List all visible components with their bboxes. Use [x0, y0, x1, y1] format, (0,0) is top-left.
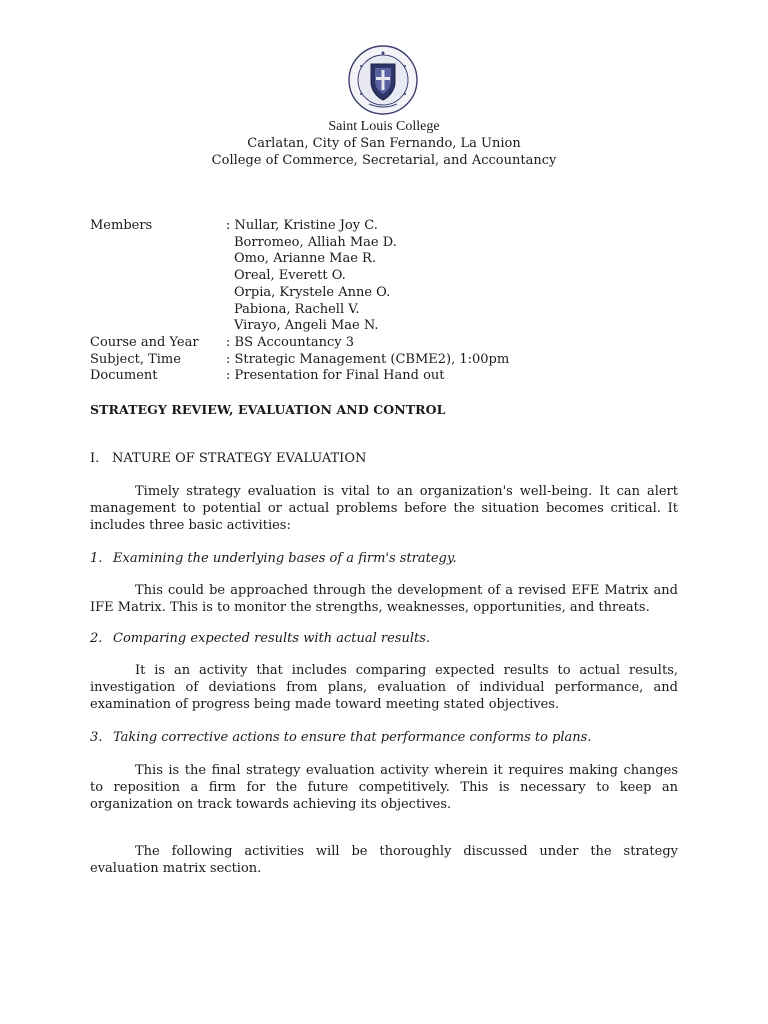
- intro-paragraph: [90, 484, 678, 534]
- institution-address: Carlatan, City of San Fernando, La Union: [247, 136, 521, 151]
- activity-text: This is the final strategy evaluation activity wherein it requires making changes to reposition a firm for the future competitively. This is necessary to keep an organization on track towards achieving its objectives.: [90, 763, 678, 812]
- activity-title: Examining the underlying bases of a firm's strategy.: [113, 551, 457, 566]
- closing-text: The following activities will be thoroughly discussed under the strategy evaluation matrix section.: [90, 844, 678, 876]
- activity-heading: [90, 730, 591, 745]
- activity-heading: [90, 551, 457, 566]
- activity-number: 3.: [90, 730, 103, 745]
- member-name: Omo, Arianne Mae R.: [234, 251, 376, 267]
- closing-paragraph: [90, 844, 678, 878]
- member-name: Orpia, Krystele Anne O.: [234, 284, 391, 300]
- course-row: [90, 335, 509, 352]
- activity-paragraph: [90, 583, 678, 617]
- section-title: NATURE OF STRATEGY EVALUATION: [112, 451, 367, 466]
- activity-heading: [90, 631, 430, 646]
- subject-row: [90, 352, 509, 369]
- document-value: : Presentation for Final Hand out: [226, 368, 445, 384]
- members-label: Members: [90, 218, 153, 233]
- course-label: Course and Year: [90, 334, 199, 350]
- section-number: I.: [90, 451, 100, 466]
- activity-title: Taking corrective actions to ensure that performance conforms to plans.: [113, 730, 592, 745]
- institution-name: Saint Louis College: [328, 119, 440, 134]
- member-name: Borromeo, Alliah Mae D.: [234, 234, 397, 250]
- subject-value: : Strategic Management (CBME2), 1:00pm: [226, 351, 510, 367]
- activity-number: 2.: [90, 631, 103, 646]
- activity-paragraph: [90, 763, 678, 813]
- document-title: STRATEGY REVIEW, EVALUATION AND CONTROL: [90, 402, 446, 417]
- member-name: Oreal, Everett O.: [234, 268, 346, 284]
- activity-text: This could be approached through the development of a revised EFE Matrix and IFE Matrix. This is to monitor the strengths, weaknesses, opportunities, and threats.: [90, 583, 678, 615]
- member-name: Pabiona, Rachell V.: [234, 301, 360, 317]
- course-value: : BS Accountancy 3: [226, 334, 355, 350]
- members-row: [90, 218, 509, 235]
- activity-title: Comparing expected results with actual results.: [113, 631, 431, 646]
- section-heading: [90, 451, 366, 466]
- college-seal-logo: [347, 44, 419, 116]
- letterhead: [0, 118, 768, 169]
- activity-paragraph: [90, 663, 678, 713]
- document-row: [90, 368, 509, 385]
- activity-number: 1.: [90, 551, 103, 566]
- intro-text: Timely strategy evaluation is vital to an organization's well-being. It can alert management to potential or actual problems before the situation becomes critical. It includes three basic activities:: [90, 484, 678, 533]
- member-name: : Nullar, Kristine Joy C.: [226, 218, 378, 233]
- subject-label: Subject, Time: [90, 351, 181, 367]
- document-info: [90, 218, 509, 385]
- activity-text: It is an activity that includes comparing expected results to actual results, investigation of deviations from plans, evaluation of individual performance, and examination of progress being made toward meeting stated objectives.: [90, 663, 678, 712]
- member-name: Virayo, Angeli Mae N.: [234, 318, 379, 334]
- department-name: College of Commerce, Secretarial, and Accountancy: [211, 153, 557, 168]
- document-label: Document: [90, 368, 158, 384]
